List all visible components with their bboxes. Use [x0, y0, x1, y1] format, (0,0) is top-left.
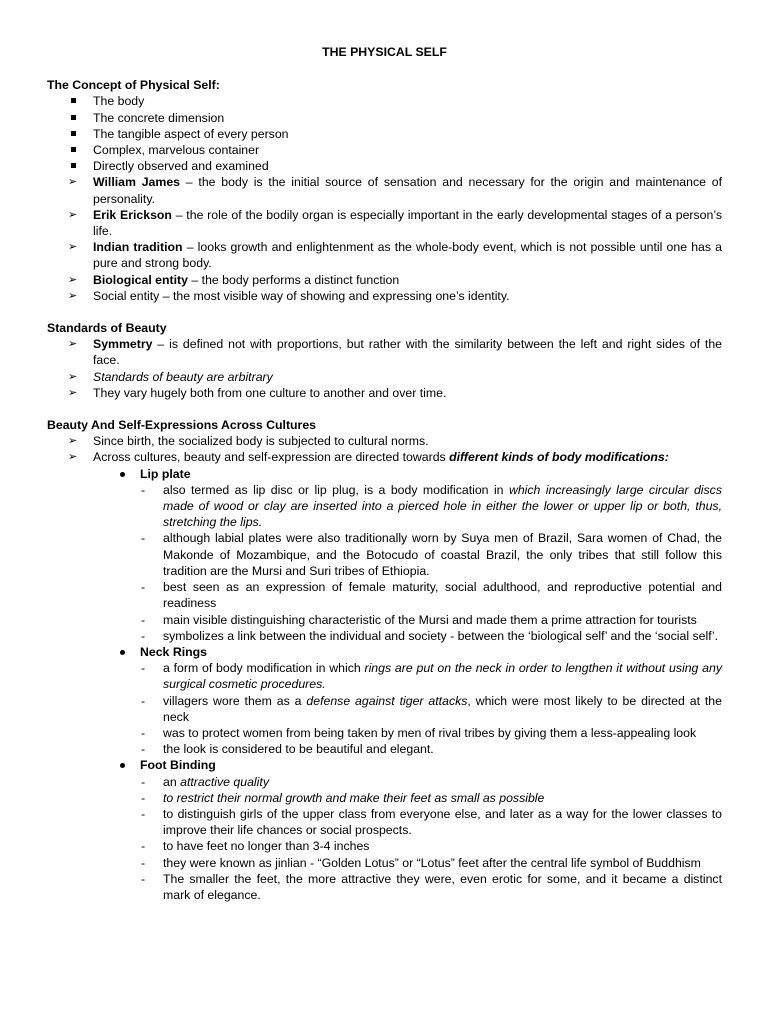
list-item: - main visible distinguishing characteristic of the Mursi and made them a prime attraction for tourists [140, 612, 722, 628]
list-item: Complex, marvelous container [47, 142, 722, 158]
subheading-lip-plate: Lip plate [140, 466, 191, 481]
concept-arrow-list [47, 174, 722, 304]
list-item: ➢ Indian tradition – looks growth and enlightenment as the whole-body event, which is not possible until one has a pure and strong body. [47, 239, 722, 271]
list-item: - a form of body modification in which rings are put on the neck in order to lengthen it without using any surgical cosmetic procedures. [140, 660, 722, 692]
list-item: ➢ William James – the body is the initial source of sensation and necessary for the origin and maintenance of personality. [47, 174, 722, 206]
list-item: ➢ Symmetry – is defined not with proportions, but rather with the similarity between the left and right sides of the face. [47, 336, 722, 368]
list-item: - to restrict their normal growth and make their feet as small as possible [140, 790, 722, 806]
subheading-neck-rings: Neck Rings [140, 644, 207, 659]
list-item: - to have feet no longer than 3-4 inches [140, 838, 722, 854]
list-item: - best seen as an expression of female maturity, social adulthood, and reproductive potential and readiness [140, 579, 722, 611]
modification-list [117, 466, 722, 903]
list-item: The tangible aspect of every person [47, 126, 722, 142]
list-item: - The smaller the feet, the more attractive they were, even erotic for some, and it became a distinct mark of elegance. [140, 871, 722, 903]
list-item: - symbolizes a link between the individual and society - between the ‘biological self’ and the ‘social self’. [140, 628, 722, 644]
list-item: - the look is considered to be beautiful and elegant. [140, 741, 722, 757]
list-item: - also termed as lip disc or lip plug, is a body modification in which increasingly large circular discs made of wood or clay are inserted into a pierced hole in either the lower or upper lip or both, thus, stretching the lips. [140, 482, 722, 531]
subheading-foot-binding: Foot Binding [140, 758, 216, 773]
list-item: ➢ Erik Erickson – the role of the bodily organ is especially important in the early developmental stages of a person’s life. [47, 207, 722, 239]
list-item: ➢ Standards of beauty are arbitrary [47, 369, 722, 385]
page-title: THE PHYSICAL SELF [322, 45, 447, 59]
modification-lip-plate [117, 466, 722, 644]
cultures-arrow-list [47, 433, 722, 465]
list-item: - was to protect women from being taken by men of rival tribes by giving them a less-appealing look [140, 725, 722, 741]
section-heading-cultures: Beauty And Self-Expressions Across Cultures [47, 418, 317, 433]
list-item: ➢ They vary hugely both from one culture to another and over time. [47, 385, 722, 401]
list-item: The body [47, 93, 722, 109]
list-item: - although labial plates were also traditionally worn by Suya men of Brazil, Sara women of Chad, the Makonde of Mozambique, and the Botocudo of coastal Brazil, the only tribes that still follow this tradition are the Mursi and Suri tribes of Ethiopia. [140, 530, 722, 579]
list-item: - an attractive quality [140, 774, 722, 790]
section-heading-concept: The Concept of Physical Self: [47, 78, 220, 93]
modification-neck-rings [117, 644, 722, 757]
list-item: Directly observed and examined [47, 158, 722, 174]
list-item: - they were known as jinlian - “Golden Lotus” or “Lotus” feet after the central life symbol of Buddhism [140, 855, 722, 871]
list-item: - villagers wore them as a defense against tiger attacks, which were most likely to be directed at the neck [140, 693, 722, 725]
list-item: ➢ Since birth, the socialized body is subjected to cultural norms. [47, 433, 722, 449]
list-item: ➢ Social entity – the most visible way of showing and expressing one’s identity. [47, 288, 722, 304]
list-item: ➢ Biological entity – the body performs a distinct function [47, 272, 722, 288]
section-heading-beauty: Standards of Beauty [47, 321, 167, 336]
list-item: The concrete dimension [47, 110, 722, 126]
concept-bullet-list [47, 93, 722, 174]
beauty-arrow-list [47, 336, 722, 401]
modification-foot-binding [117, 757, 722, 903]
list-item: ➢ Across cultures, beauty and self-expression are directed towards different kinds of body modifications: [47, 449, 722, 465]
list-item: - to distinguish girls of the upper class from everyone else, and later as a way for the lower classes to improve their life chances or social prospects. [140, 806, 722, 838]
